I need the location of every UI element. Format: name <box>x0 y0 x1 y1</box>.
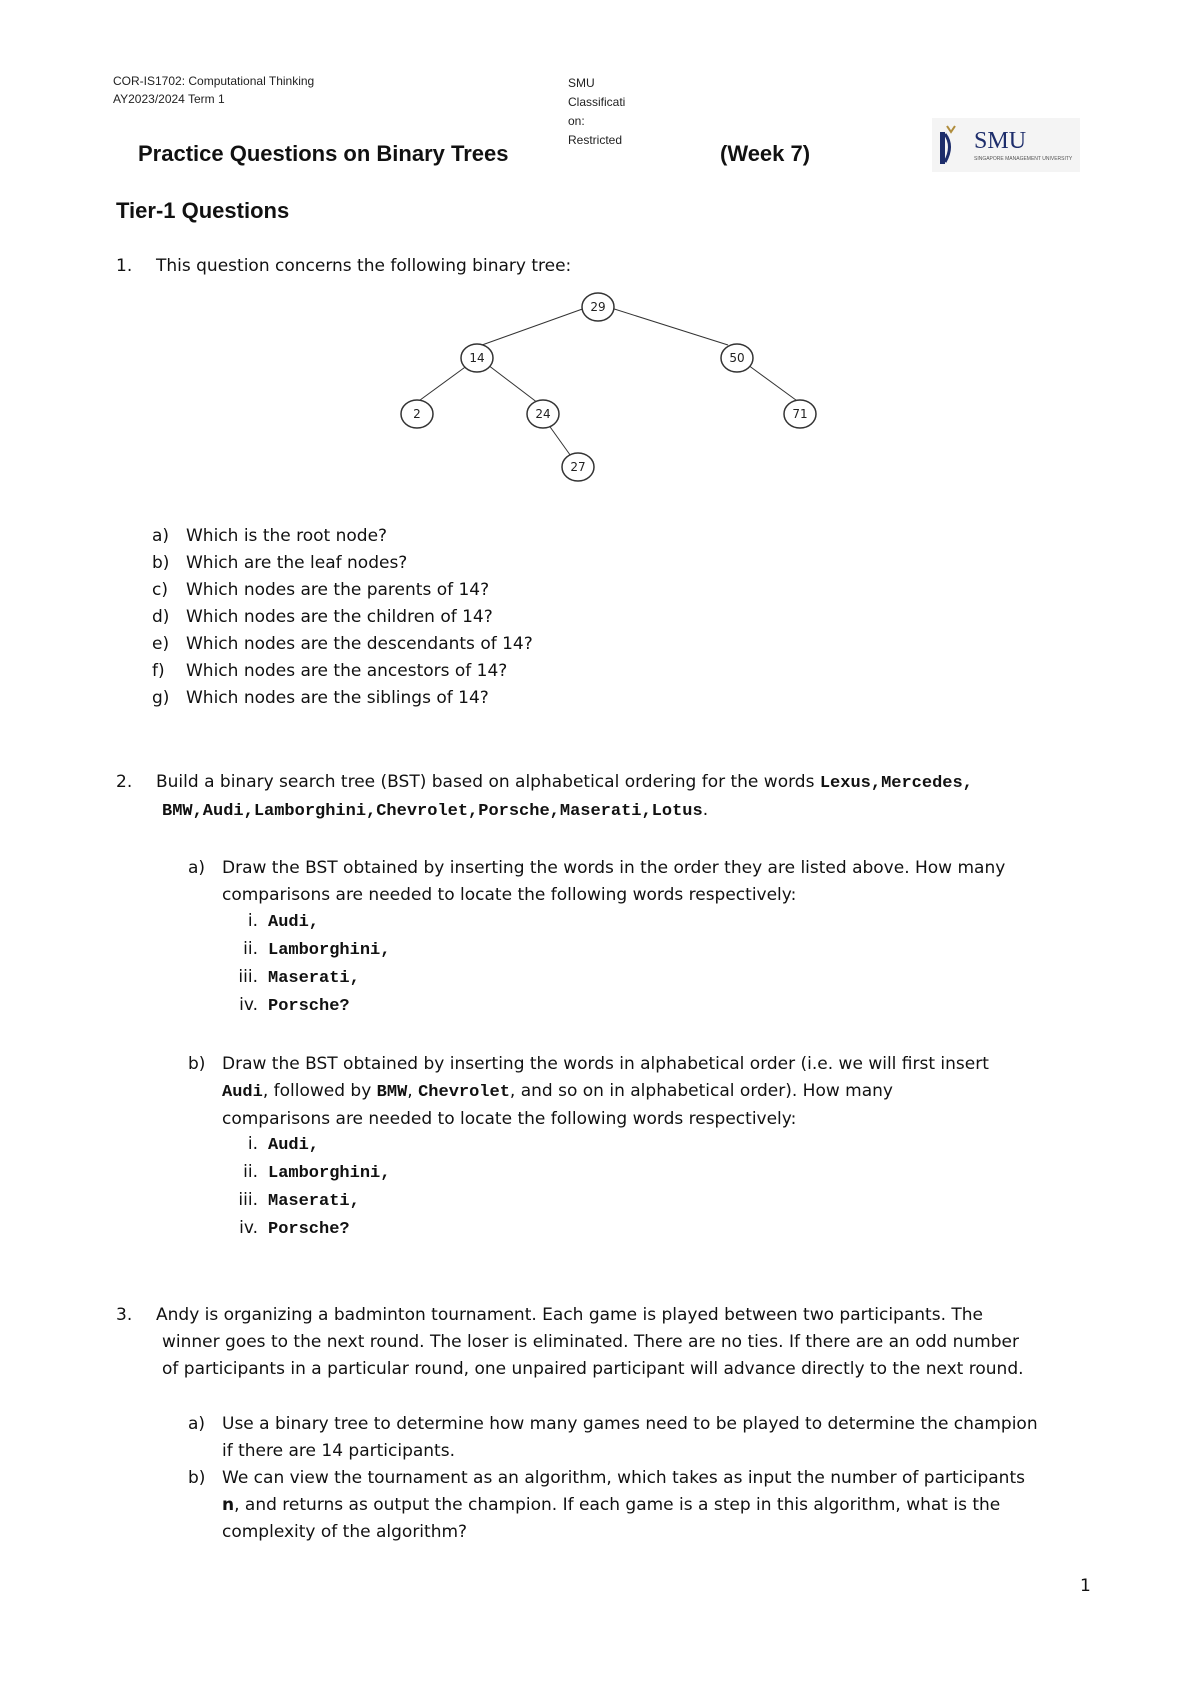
question-number: 1. <box>116 256 133 276</box>
page-number: 1 <box>1080 1576 1091 1596</box>
question-3: 3. Andy is organizing a badminton tournament. Each game is played between two participants. The winner goes to the next round. The loser is eliminated. There are no ties. If there are an odd number of participants in a particular round, one unpaired participant will advance directly to the next round. <box>116 1302 1024 1383</box>
tree-node-label: 27 <box>570 460 586 474</box>
list-item: f) Which nodes are the ancestors of 14? <box>152 661 508 681</box>
question-1 <box>116 253 571 280</box>
list-item: a) Which is the root node? <box>152 526 388 546</box>
tree-node-label: 14 <box>469 351 485 365</box>
tree-edge <box>416 365 468 403</box>
question-2b: b) Draw the BST obtained by inserting the words in alphabetical order (i.e. we will first insert Audi, followed by BMW, Chevrolet, and so on in alphabetical order). How many comparisons are needed to locate the following words respectively: <box>188 1054 989 1129</box>
question-text: This question concerns the following binary tree: <box>156 256 572 276</box>
list-item: c) Which nodes are the parents of 14? <box>152 580 490 600</box>
classification-line: Classificati <box>568 95 626 109</box>
week-label: (Week 7) <box>720 141 811 166</box>
tree-node-label: 71 <box>792 407 808 421</box>
list-item: e) Which nodes are the descendants of 14? <box>152 634 533 654</box>
smu-logo-graphic <box>932 118 1080 172</box>
list-item: ii. Lamborghini, <box>243 1162 391 1183</box>
tree-edge <box>548 424 573 459</box>
list-item: iii. Maserati, <box>238 1190 360 1211</box>
smu-logo <box>932 118 1080 172</box>
tree-node-label: 29 <box>590 300 606 314</box>
list-item: ii. Lamborghini, <box>243 939 391 960</box>
word-list: Lexus,Mercedes, <box>819 774 973 793</box>
question-number: 2. <box>116 772 133 792</box>
list-item: i. Audi, <box>247 1134 320 1155</box>
question-3b: b) We can view the tournament as an algorithm, which takes as input the number of participants n, and returns as output the champion. If each game is a step in this algorithm, what is the complexity of the algorithm? <box>188 1468 1025 1542</box>
logo-text: SMU <box>974 128 1027 154</box>
binary-tree-diagram <box>380 285 840 495</box>
question-2: 2. Build a binary search tree (BST) based on alphabetical ordering for the words Lexus,Mercedes, BMW,Audi,Lamborghini,Chevrolet,Porsche,Maserati,Lotus. <box>116 769 973 825</box>
logo-subtext: SINGAPORE MANAGEMENT UNIVERSITY <box>974 156 1073 162</box>
classification-line: on: <box>568 114 585 128</box>
list-item: iii. Maserati, <box>238 967 360 988</box>
question-2b-words <box>222 1131 390 1243</box>
tree-edge <box>748 365 800 403</box>
tree-node-label: 2 <box>413 407 421 421</box>
question-2a-words <box>222 908 390 1020</box>
classification-line: Restricted <box>568 133 623 147</box>
tree-edge <box>482 307 588 345</box>
page-title: Practice Questions on Binary Trees <box>138 141 509 166</box>
header-course-info <box>113 72 314 108</box>
question-number: 3. <box>116 1305 133 1325</box>
list-item: b) Which are the leaf nodes? <box>152 553 408 573</box>
list-item: d) Which nodes are the children of 14? <box>152 607 493 627</box>
tree-node-label: 50 <box>729 351 745 365</box>
classification-block <box>568 74 625 150</box>
tree-node-label: 24 <box>535 407 551 421</box>
word-list: BMW,Audi,Lamborghini,Chevrolet,Porsche,Maserati,Lotus <box>162 802 703 821</box>
list-item: i. Audi, <box>247 911 320 932</box>
section-heading: Tier-1 Questions <box>116 198 290 223</box>
question-3a: a) Use a binary tree to determine how many games need to be played to determine the champion if there are 14 participants. <box>188 1414 1038 1461</box>
list-item: g) Which nodes are the siblings of 14? <box>152 688 489 708</box>
course-name: COR-IS1702: Computational Thinking <box>113 74 315 88</box>
classification-line: SMU <box>568 76 595 90</box>
list-item: iv. Porsche? <box>239 995 350 1016</box>
tree-edge <box>608 307 728 345</box>
tree-edge <box>488 365 538 403</box>
list-item: iv. Porsche? <box>239 1218 350 1239</box>
question-1-subparts <box>152 523 533 712</box>
course-term: AY2023/2024 Term 1 <box>113 92 225 106</box>
question-2a: a) Draw the BST obtained by inserting the words in the order they are listed above. How many comparisons are needed to locate the following words respectively: <box>188 858 1006 905</box>
